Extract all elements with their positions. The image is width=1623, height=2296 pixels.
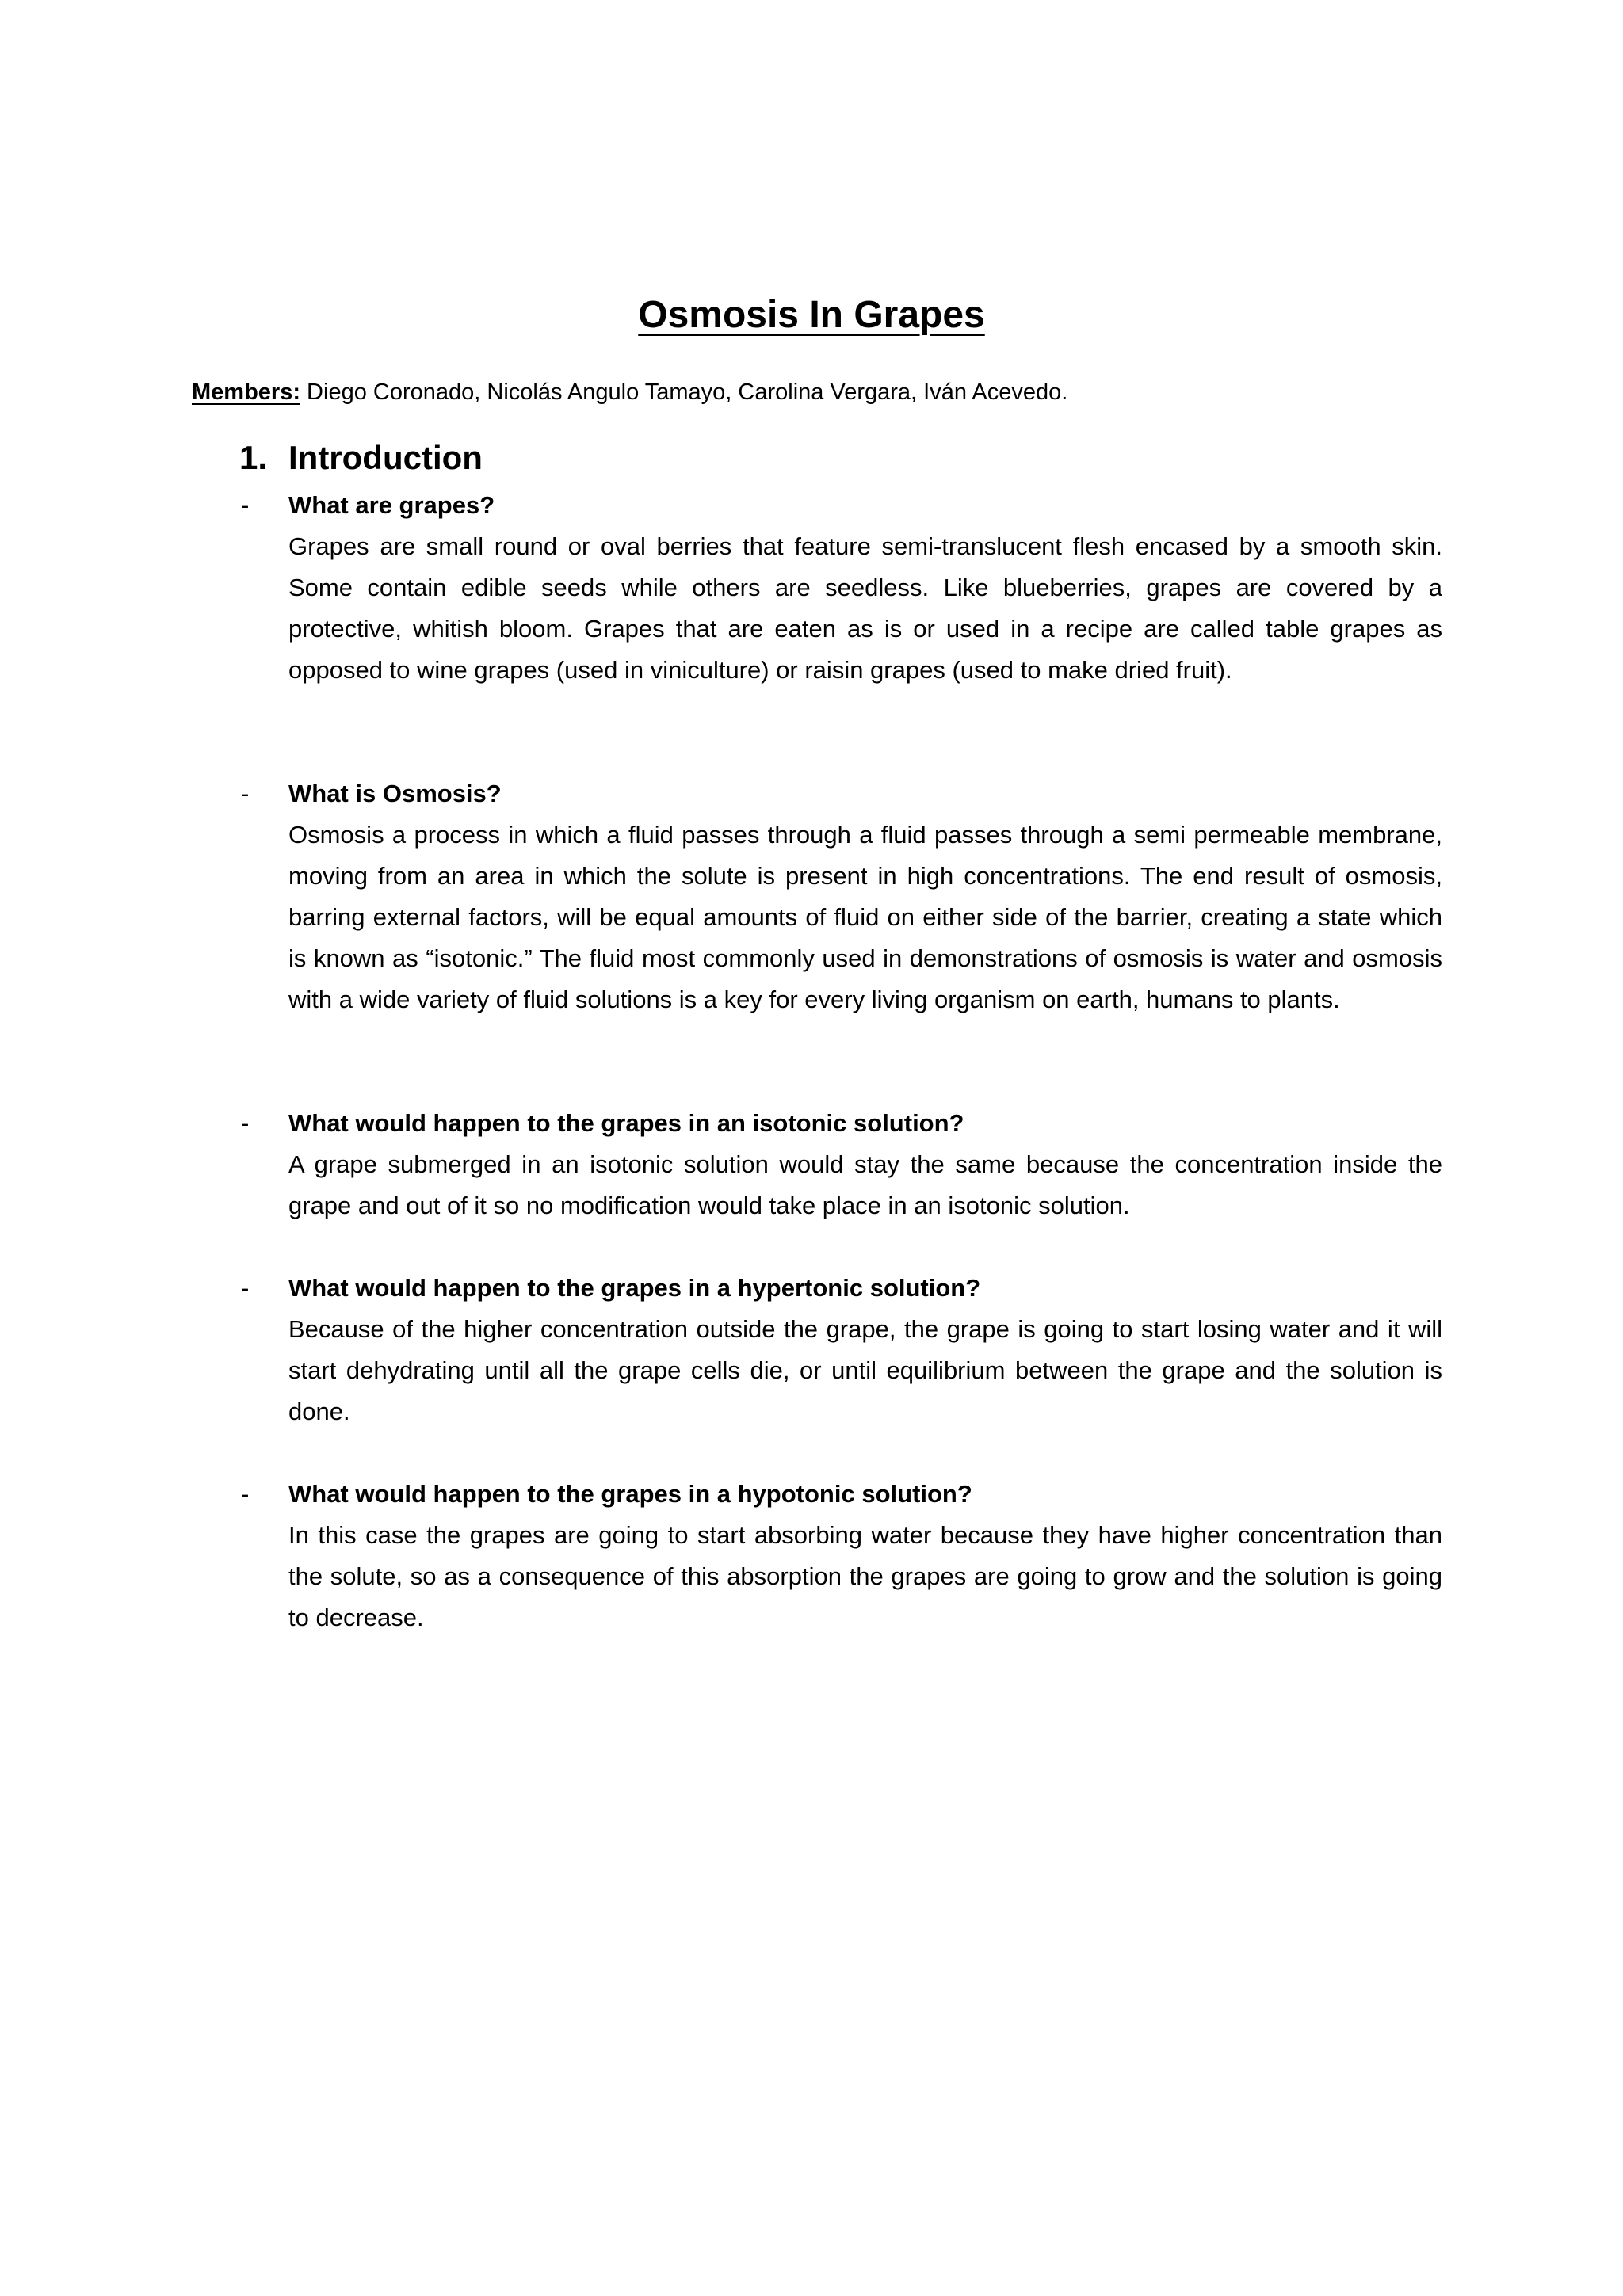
members-label: Members: (192, 379, 300, 405)
answer-paragraph: Grapes are small round or oval berries that feature semi-translucent flesh encased by a smooth skin. Some contain edible seeds while others are seedless. Like blueberries, grapes are covered by a protective, whitish bloom. Grapes that are eaten as is or used in a recipe are called table grapes as opposed to wine grapes (used in viniculture) or raisin grapes (used to make dried fruit). (288, 532, 1442, 684)
document-title: Osmosis In Grapes (638, 294, 985, 336)
bullet-dash: - (241, 491, 250, 519)
question-heading: What are grapes? (288, 491, 495, 519)
answer-paragraph: Because of the higher concentration outside the grape, the grape is going to start losing water and it will start dehydrating until all the grape cells die, or until equilibrium between the grape and the solution is done. (288, 1315, 1442, 1425)
section-heading-introduction (239, 436, 483, 480)
bullet-dash: - (241, 1480, 250, 1508)
question-heading: What would happen to the grapes in an isotonic solution? (288, 1109, 964, 1137)
answer-paragraph: Osmosis a process in which a fluid passes through a fluid passes through a semi permeable membrane, moving from an area in which the solute is present in high concentrations. The end result of osmosis, barring external factors, will be equal amounts of fluid on either side of the barrier, creating a state which is known as “isotonic.” The fluid most commonly used in demonstrations of osmosis is water and osmosis with a wide variety of fluid solutions is a key for every living organism on earth, humans to plants. (288, 821, 1442, 1013)
bullet-dash: - (241, 1109, 250, 1137)
section-title: Introduction (288, 439, 483, 476)
section-number: 1. (239, 439, 268, 476)
question-heading: What is Osmosis? (288, 780, 502, 807)
question-heading: What would happen to the grapes in a hypertonic solution? (288, 1274, 981, 1302)
bullet-dash: - (241, 780, 250, 807)
answer-paragraph: In this case the grapes are going to start absorbing water because they have higher concentration than the solute, so as a consequence of this absorption the grapes are going to grow and the solution is going to decrease. (288, 1521, 1442, 1631)
question-heading: What would happen to the grapes in a hypotonic solution? (288, 1480, 972, 1508)
bullet-dash: - (241, 1274, 250, 1302)
members-names: Diego Coronado, Nicolás Angulo Tamayo, Carolina Vergara, Iván Acevedo. (300, 379, 1068, 405)
members-line (192, 376, 1067, 408)
answer-paragraph: A grape submerged in an isotonic solution would stay the same because the concentration inside the grape and out of it so no modification would take place in an isotonic solution. (288, 1150, 1442, 1219)
